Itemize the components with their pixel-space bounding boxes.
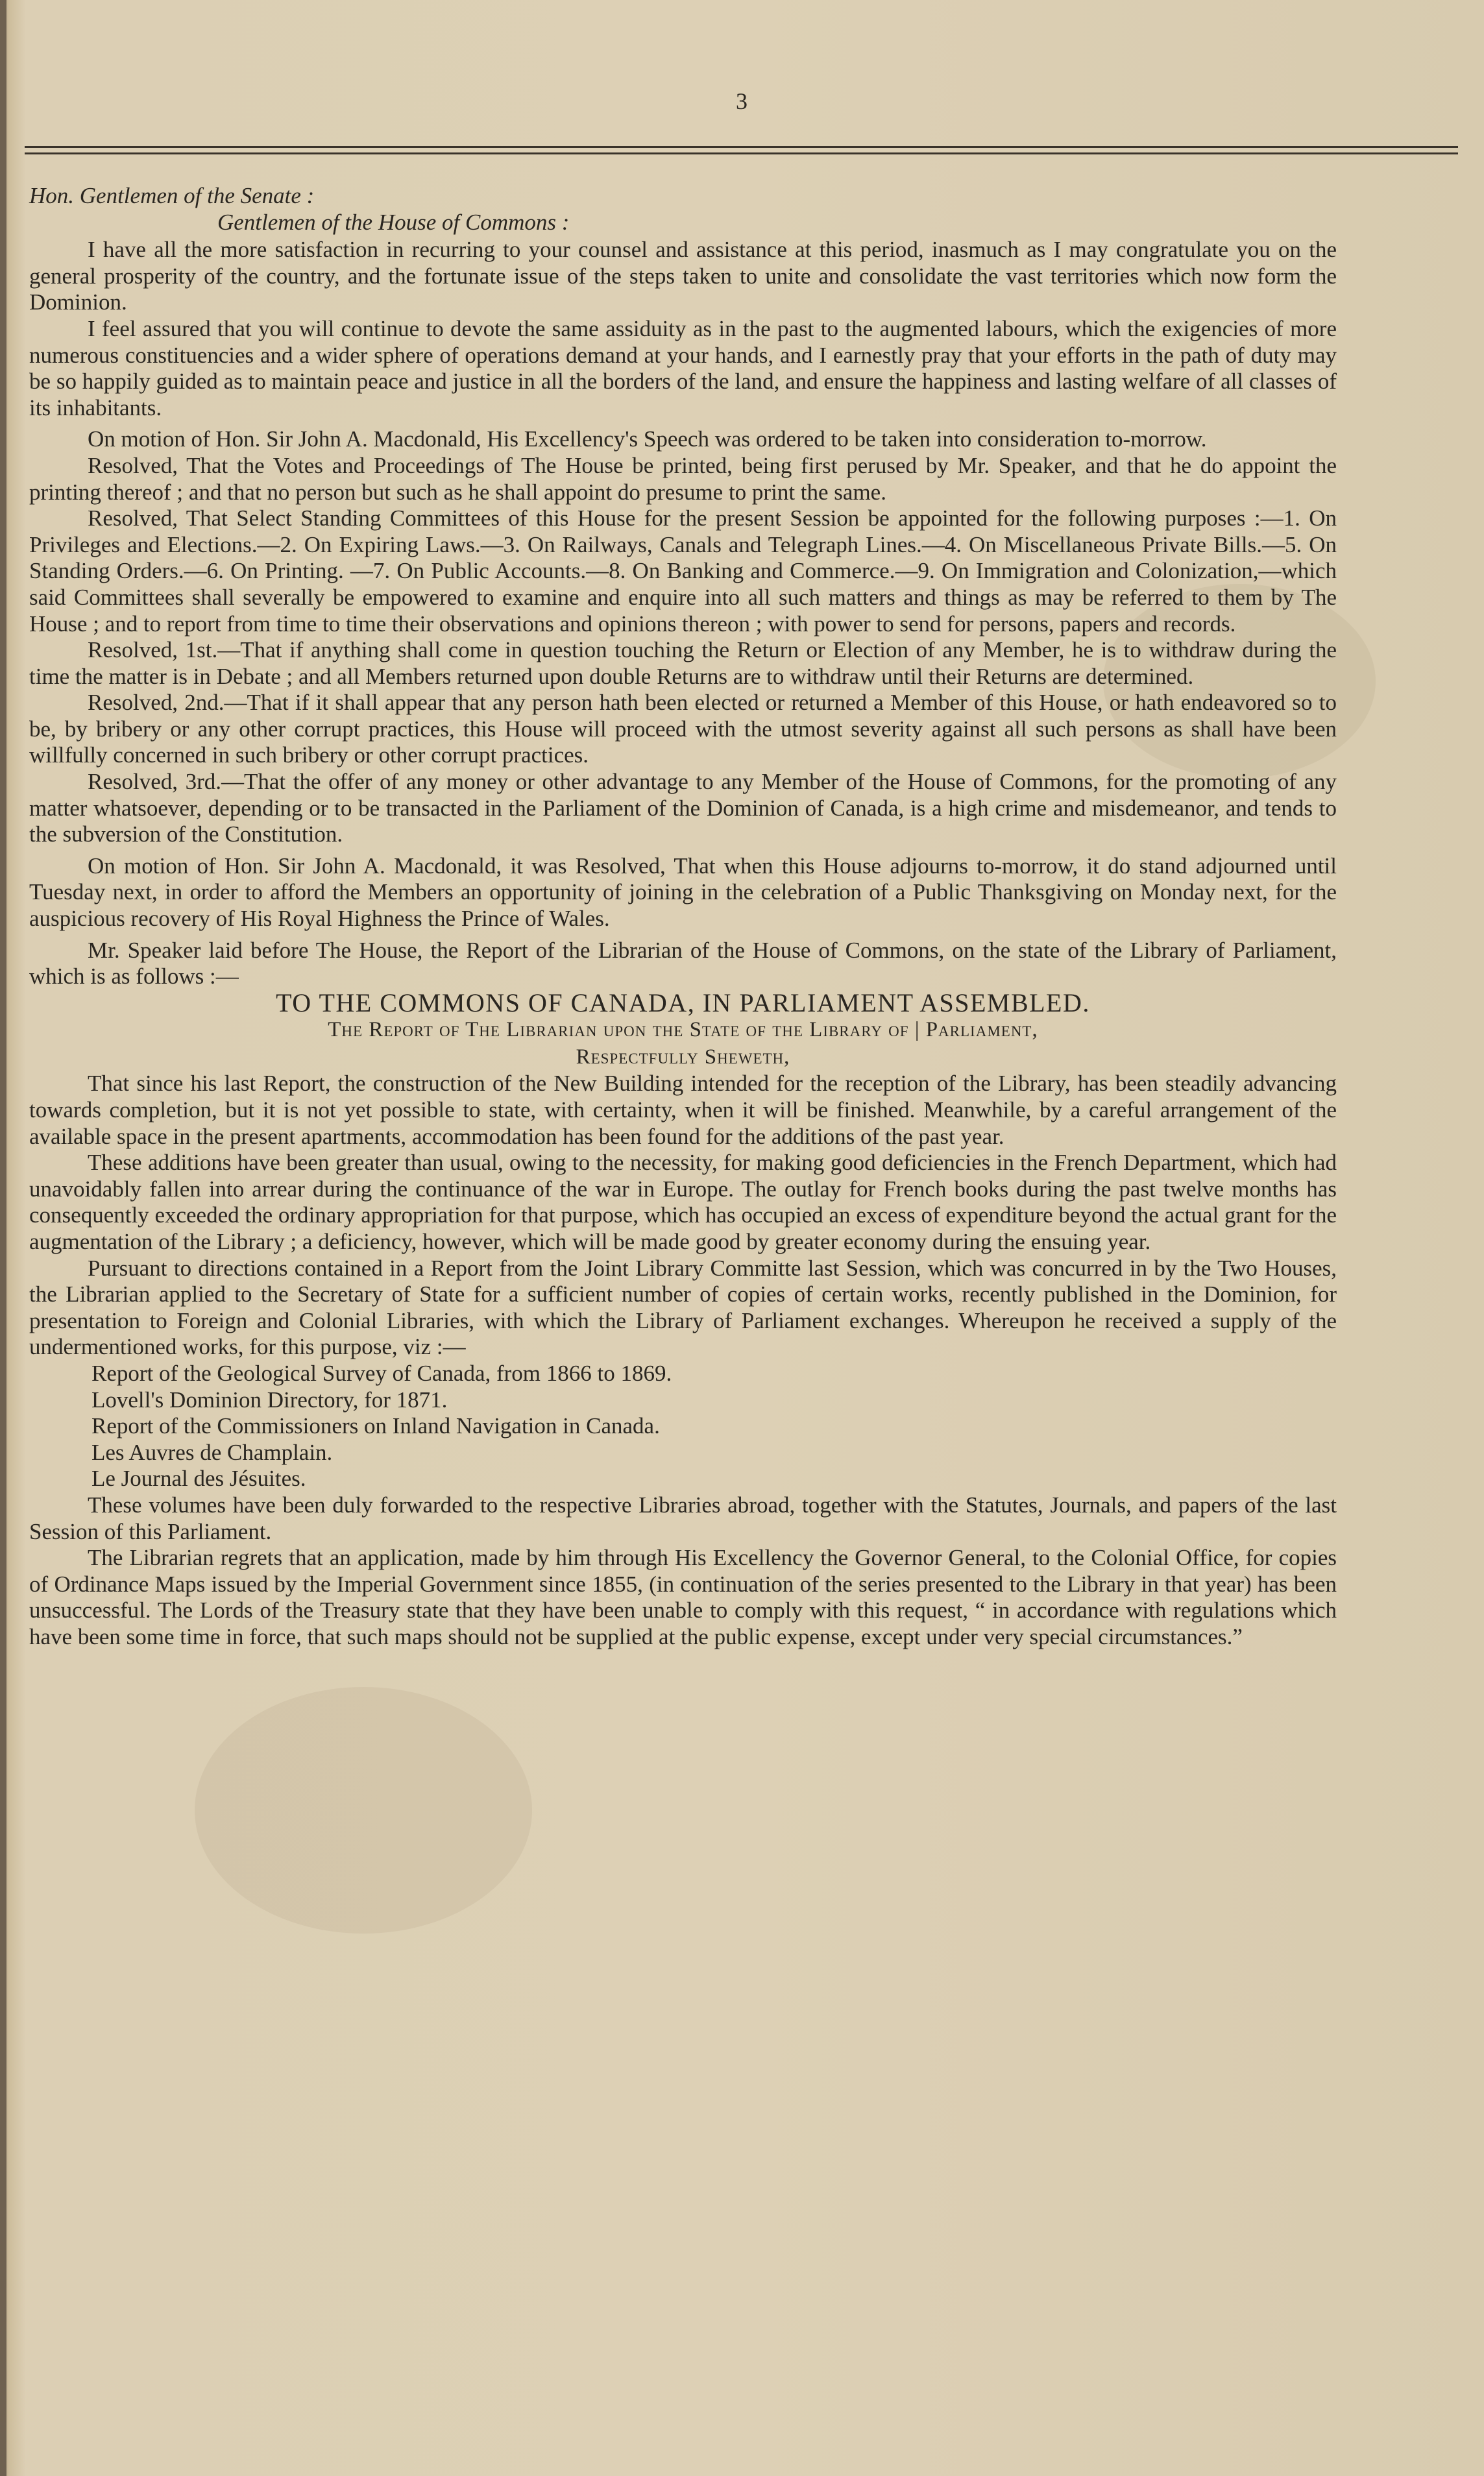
paragraph: On motion of Hon. Sir John A. Macdonald, His Excellency's Speech was ordered to be taken into consideration to-morrow. (88, 426, 1207, 452)
paragraph: Resolved, That Select Standing Committees of this House for the present Session be appointed for the following purposes :—1. On Privileges and Elections.—2. On Expiring Laws.—3. On Railways, Canals and Telegraph Lines.—4. On Miscellaneous Private Bills.—5. On Standing Orders.—6. On Printing. —7. On Public Accounts.—8. On Banking and Commerce.—9. On Immigration and Colonization,—which said Committees shall severally be empowered to examine and enquire into all such matters and things as may be referred to them by The House ; and to report from time to time their observations and opinions thereon ; with power to send for persons, papers and records. (29, 505, 1337, 637)
list-item: Le Journal des Jésuites. (91, 1466, 306, 1492)
paragraph: Resolved, 2nd.—That if it shall appear that any person hath been elected or returned a Member of this House, or hath endeavored so to be, by bribery or any other corrupt practices, this House will proceed with the utmost severity against all such persons as shall have been willfully concerned in such bribery or other corrupt practices. (29, 690, 1337, 768)
report-subheading-sheweth: Respectfully Sheweth, (576, 1045, 790, 1069)
list-item: Report of the Geological Survey of Canada, from 1866 to 1869. (91, 1360, 672, 1386)
paragraph: On motion of Hon. Sir John A. Macdonald, it was Resolved, That when this House adjourns to-morrow, it do stand adjourned until Tuesday next, in order to afford the Members an opportunity of joining in the celebration of a Public Thanksgiving on Monday next, for the auspicious recovery of His Royal Highness the Prince of Wales. (29, 853, 1337, 932)
list-item: Report of the Commissioners on Inland Navigation in Canada. (91, 1413, 660, 1439)
paper-stain (195, 1687, 532, 1934)
report-paragraph: That since his last Report, the construction of the New Building intended for the reception of the Library, has been steadily advancing towards completion, but it is not yet possible to state, with certainty, when it will be finished. Meanwhile, by a careful arrangement of the available space in the present apartments, accommodation has been found for the additions of the past year. (29, 1071, 1337, 1149)
report-paragraph: These volumes have been duly forwarded to the respective Libraries abroad, together with the Statutes, Journals, and papers of the last Session of this Parliament. (29, 1492, 1337, 1544)
page-number: 3 (736, 88, 748, 114)
paragraph: I have all the more satisfaction in recurring to your counsel and assistance at this period, inasmuch as I may congratulate you on the general prosperity of the country, and the fortunate issue of the steps taken to unite and consolidate the vast territories which now form the Dominion. (29, 237, 1337, 315)
report-paragraph: Pursuant to directions contained in a Report from the Joint Library Committe last Session, which was concurred in by the Two Houses, the Librarian applied to the Secretary of State for a sufficient number of copies of certain works, recently published in the Dominion, for presentation to Foreign and Colonial Libraries, with which the Library of Parliament exchanges. Whereupon he received a supply of the undermentioned works, for this purpose, viz :— (29, 1255, 1337, 1360)
report-heading: TO THE COMMONS OF CANADA, IN PARLIAMENT ASSEMBLED. (276, 988, 1090, 1017)
salutation-senate: Hon. Gentlemen of the Senate : (29, 183, 315, 208)
paragraph: Mr. Speaker laid before The House, the Report of the Librarian of the House of Commons, on the state of the Library of Parliament, which is as follows :— (29, 937, 1337, 989)
paragraph: Resolved, 1st.—That if anything shall come in question touching the Return or Election of any Member, he is to withdraw during the time the matter is in Debate ; and all Members returned upon double Returns are to withdraw until their Returns are determined. (29, 637, 1337, 689)
report-subheading: The Report of The Librarian upon the State of the Library of | Parliament, (328, 1018, 1038, 1042)
page-binding-edge (0, 0, 6, 2476)
list-item: Les Auvres de Champlain. (91, 1439, 333, 1465)
paragraph: Resolved, 3rd.—That the offer of any money or other advantage to any Member of the House of Commons, for the promoting of any matter whatsoever, depending or to be transacted in the Parliament of the Dominion of Canada, is a high crime and misdemeanor, and tends to the subversion of the Constitution. (29, 769, 1337, 847)
report-paragraph: These additions have been greater than usual, owing to the necessity, for making good deficiencies in the French Department, which had unavoidably fallen into arrear during the continuance of the war in Europe. The outlay for French books during the past twelve months has consequently exceeded the ordinary appropriation for that purpose, which has occupied an excess of expenditure beyond the actual grant for the augmentation of the Library ; a deficiency, however, which will be made good by greater economy during the ensuing year. (29, 1150, 1337, 1254)
paragraph: Resolved, That the Votes and Proceedings of The House be printed, being first perused by Mr. Speaker, and that he do appoint the printing thereof ; and that no person but such as he shall appoint do presume to print the same. (29, 452, 1337, 505)
salutation-commons: Gentlemen of the House of Commons : (217, 209, 570, 235)
list-item: Lovell's Dominion Directory, for 1871. (91, 1387, 448, 1413)
document-body (29, 183, 1337, 1650)
works-list (29, 1361, 1337, 1492)
paragraph: I feel assured that you will continue to devote the same assiduity as in the past to the augmented labours, which the exigencies of more numerous constituencies and a wider sphere of operations demand at your hands, and I earnestly pray that your efforts in the path of duty may be so happily guided as to maintain peace and justice in all the borders of the land, and ensure the happiness and lasting welfare of all classes of its inhabitants. (29, 315, 1337, 420)
header-double-rule (25, 146, 1458, 154)
report-paragraph: The Librarian regrets that an application, made by him through His Excellency the Governor General, to the Colonial Office, for copies of Ordinance Maps issued by the Imperial Government since 1855, (in continuation of the series presented to the Library in that year) has been unsuccessful. The Lords of the Treasury state that they have been unable to comply with this request, “ in accordance with regulations which have been some time in force, that such maps should not be supplied at the public expense, except under very special circumstances.” (29, 1545, 1337, 1649)
